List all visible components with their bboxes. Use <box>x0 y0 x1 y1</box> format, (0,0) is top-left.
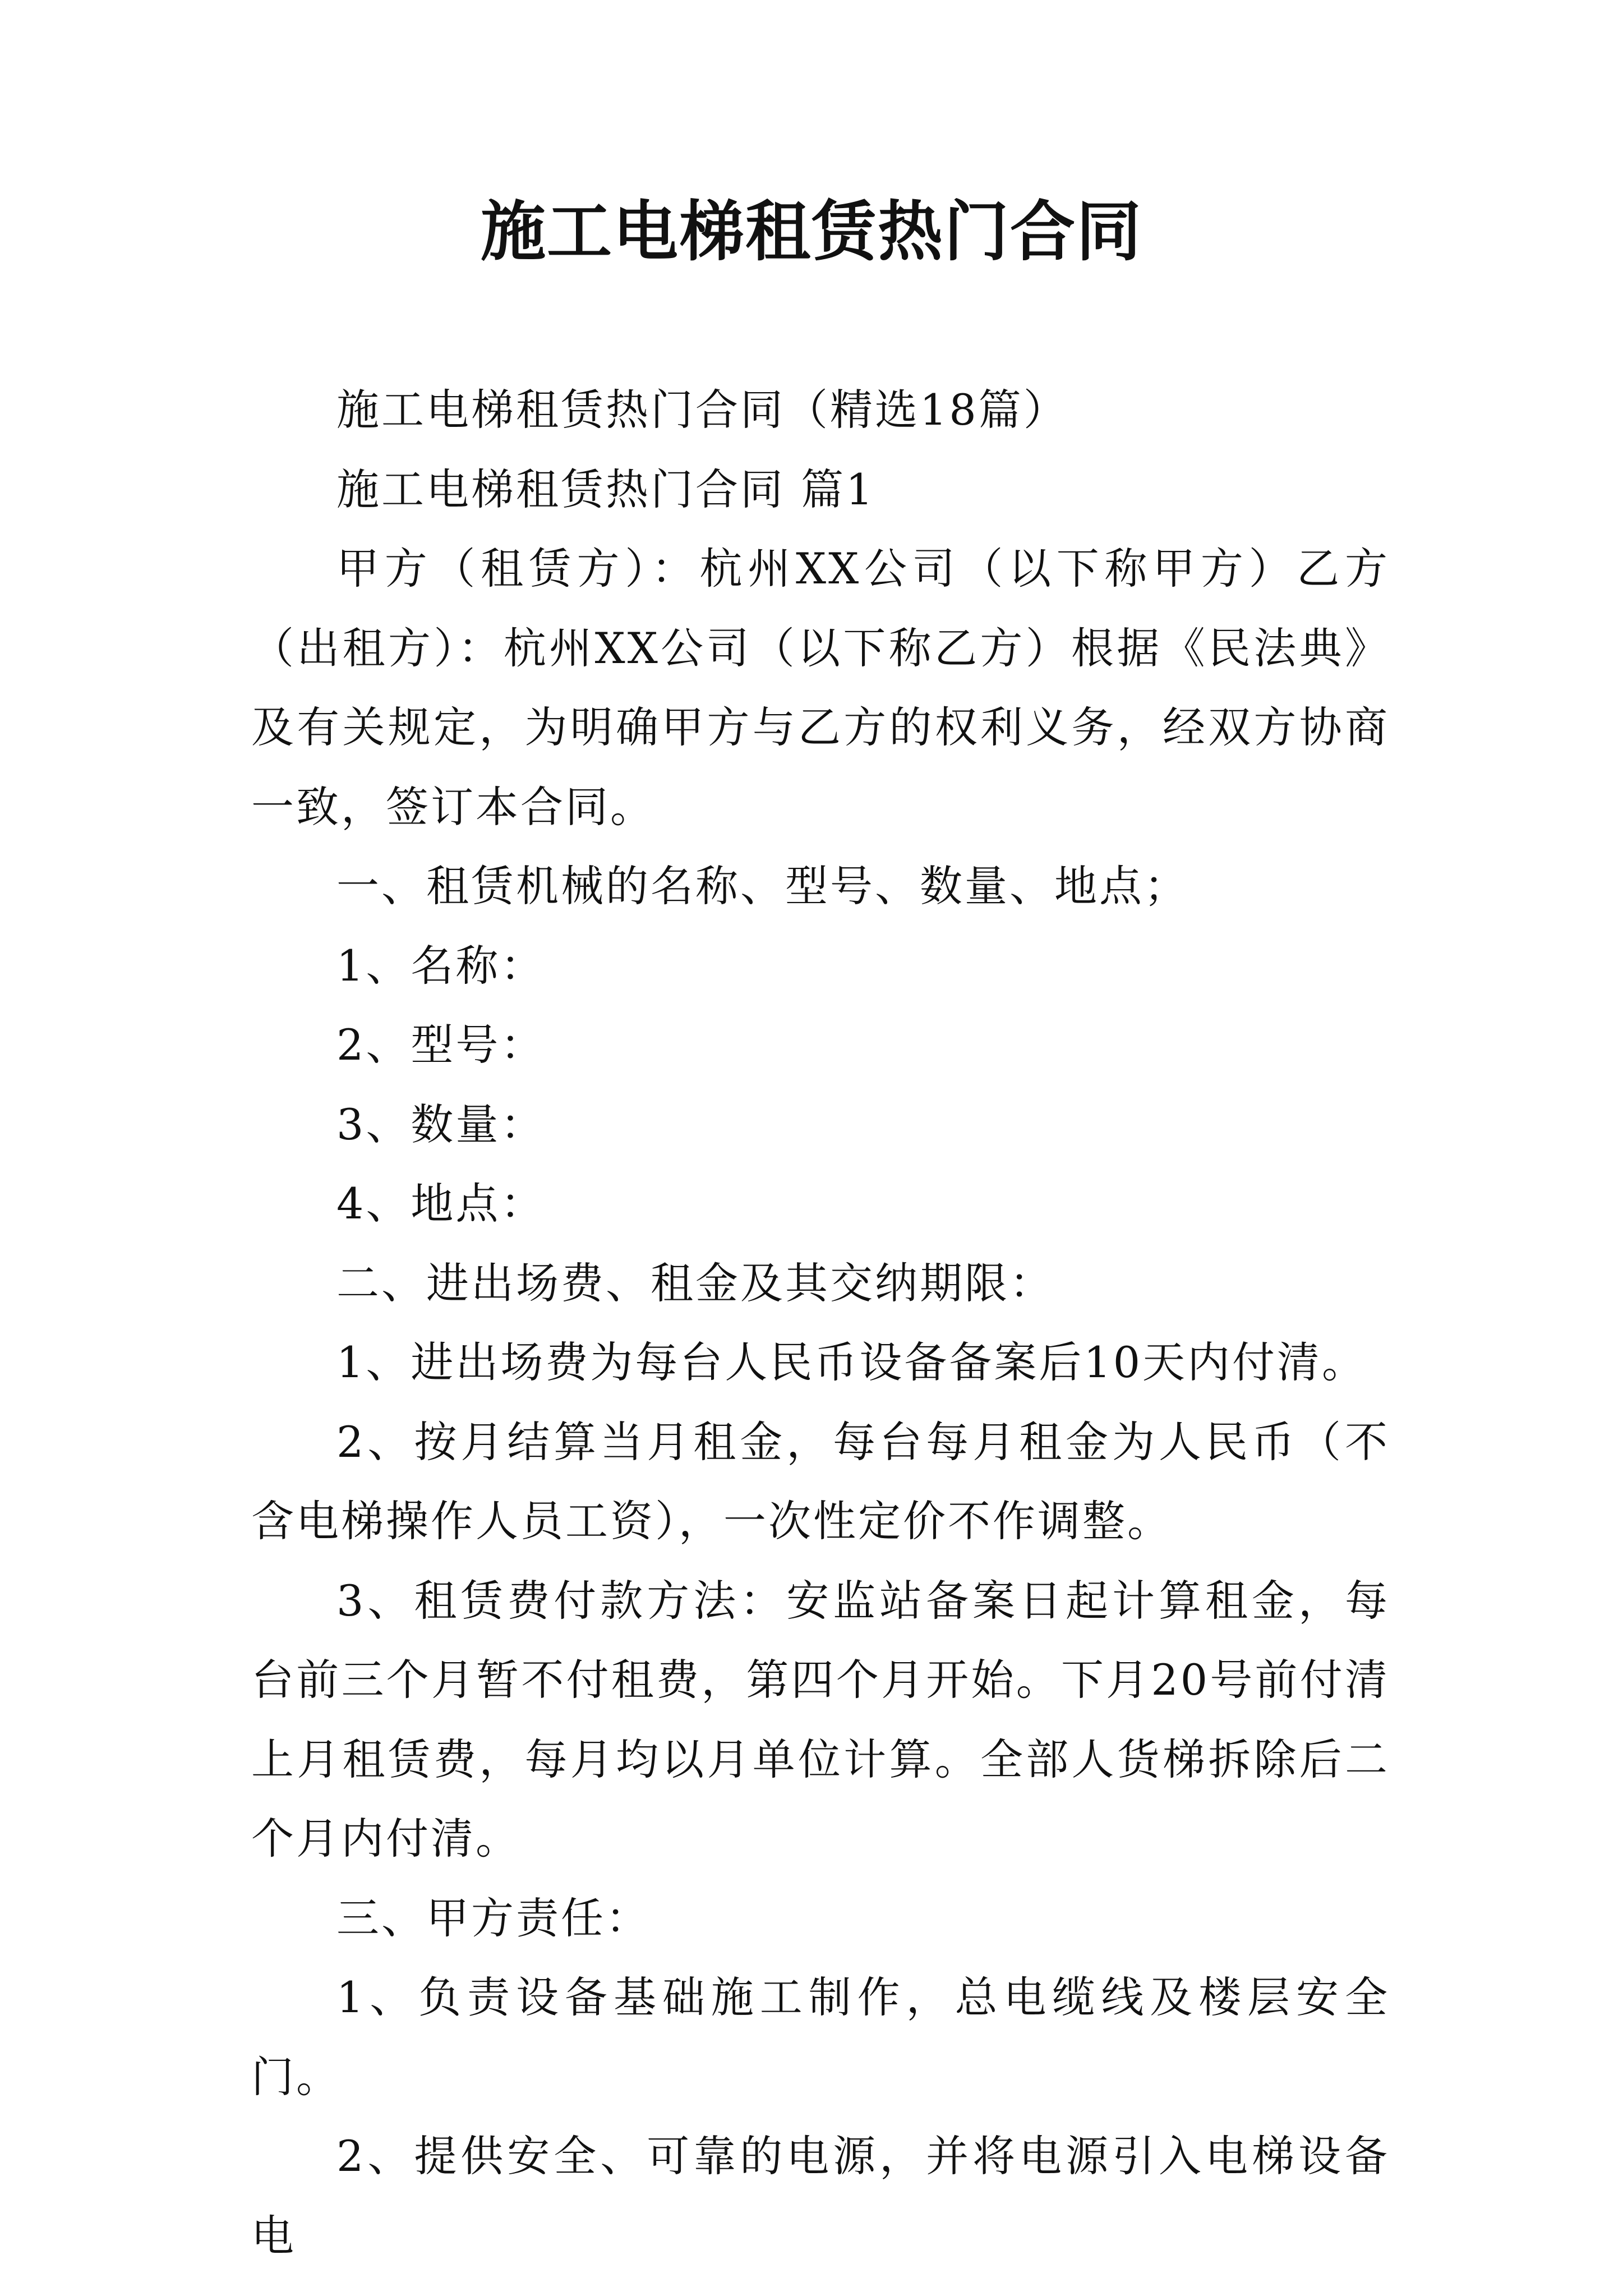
document-title: 施工电梯租赁热门合同 <box>481 194 1142 270</box>
clause-1-item-model: 2、型号： <box>336 1020 546 1070</box>
subtitle-paragraph: 施工电梯租赁热门合同（精选18篇） <box>336 385 1068 435</box>
section-heading-part-1: 施工电梯租赁热门合同 篇1 <box>336 464 875 514</box>
clause-2-item-3: 3、租赁费付款方法：安监站备案日起计算租金，每台前三个月暂不付租费，第四个月开始。下月20号前付清上月租赁费，每月均以月单位计算。全部人货梯拆除后二个月内付清。 <box>251 1575 1390 1864</box>
clause-2-item-2: 2、按月结算当月租金，每台每月租金为人民币（不含电梯操作人员工资），一次性定价不作调整。 <box>251 1416 1390 1546</box>
clause-2-item-1: 1、进出场费为每台人民币设备备案后10天内付清。 <box>336 1337 1367 1387</box>
document-body <box>251 370 1390 2275</box>
clause-1-item-quantity: 3、数量： <box>336 1099 546 1149</box>
clause-1-item-name: 1、名称： <box>336 940 546 991</box>
clause-1-item-location: 4、地点： <box>336 1179 546 1228</box>
clause-2-heading: 二、进出场费、租金及其交纳期限： <box>336 1258 1054 1308</box>
clause-3-item-2: 2、提供安全、可靠的电源，并将电源引入电梯设备电 <box>251 2131 1390 2261</box>
clause-3-heading: 三、甲方责任： <box>336 1893 651 1943</box>
clause-1-heading: 一、租赁机械的名称、型号、数量、地点； <box>336 861 1189 911</box>
clause-3-item-1: 1、负责设备基础施工制作，总电缆线及楼层安全门。 <box>251 1972 1390 2102</box>
parties-paragraph: 甲方（租赁方）：杭州XX公司（以下称甲方）乙方（出租方）：杭州XX公司（以下称乙方）根据《民法典》及有关规定，为明确甲方与乙方的权利义务，经双方协商一致，签订本合同。 <box>251 544 1390 832</box>
